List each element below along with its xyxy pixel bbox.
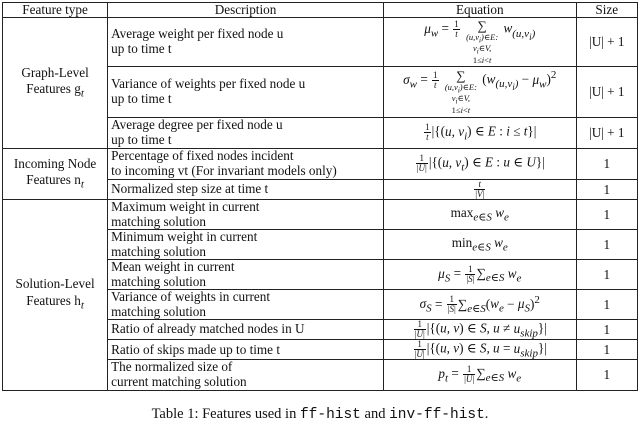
- desc-line: current matching solution: [111, 373, 247, 389]
- row-equation: $\sigma_S$ = $\frac{1}{|S|}$ $\sum_{e\in S}(w_e - \mu_S)^2$: [383, 290, 576, 320]
- desc-line: Minimum weight in current: [111, 229, 258, 245]
- row-description: [108, 340, 384, 360]
- row-size: 1: [576, 230, 637, 260]
- desc-line: Variance of weights per fixed node u: [111, 76, 306, 92]
- header-feature-type: Feature type: [3, 3, 108, 18]
- desc-line: Average weight per fixed node u: [111, 26, 284, 42]
- table-row: [3, 18, 638, 67]
- feature-table: [2, 2, 638, 391]
- desc-line: up to time t: [111, 41, 172, 56]
- desc-line: Ratio of already matched nodes in U: [111, 321, 305, 337]
- desc-line: Mean weight in current: [111, 259, 235, 275]
- row-equation: $\sigma_w$ = $\frac{1}{t}$ ∑ $(u,v_i)\in E$: $v_i\in V$, 1≤i<t $(w_{(u,v_i)} - \mu_w)^2$: [383, 67, 576, 118]
- desc-line: Ratio of skips made up to time t: [111, 341, 280, 357]
- group-label-line: Incoming Node: [13, 155, 97, 171]
- caption-code-ff-hist: ff-hist: [299, 407, 361, 423]
- row-equation: $\frac{1}{|U|}$ |{(u, v) ∈ S, $u \ne u_{skip}\}|$: [383, 320, 576, 340]
- desc-line: up to time t: [111, 91, 172, 106]
- header-size: Size: [576, 3, 637, 18]
- desc-line: Average degree per fixed node u: [111, 117, 283, 133]
- row-equation: $\mu_S$ = $\frac{1}{|S|}$ $\sum_{e\in S}$ $w_e$: [383, 260, 576, 290]
- group-solution-level: [3, 200, 108, 391]
- desc-line: matching solution: [111, 273, 206, 289]
- row-size: 1: [576, 340, 637, 360]
- desc-line: to incoming vt (For invariant models only): [111, 163, 337, 178]
- group-label-line: Features n: [26, 172, 81, 188]
- row-size: |U| + 1: [576, 67, 637, 118]
- group-label-line: Solution-Level: [15, 276, 95, 292]
- row-description: [108, 200, 384, 230]
- table-header-row: [3, 3, 638, 18]
- desc-line: matching solution: [111, 213, 206, 229]
- row-size: |U| + 1: [576, 118, 637, 149]
- group-incoming-node: [3, 149, 108, 200]
- row-description: [108, 260, 384, 290]
- desc-line: The normalized size of: [111, 359, 233, 375]
- row-equation: $\frac{1}{|U|}$ |{(u, $v_t$) ∈ E : u ∈ U}|: [383, 149, 576, 180]
- row-size: 1: [576, 360, 637, 390]
- header-equation: Equation: [383, 3, 576, 18]
- caption-prefix: Table 1: Features used in: [151, 406, 300, 422]
- row-description: [108, 360, 384, 390]
- row-description: [108, 18, 384, 67]
- row-description: [108, 118, 384, 149]
- row-equation: $\min_{e\in S} w_e$: [383, 230, 576, 260]
- row-equation: $p_t$ = $\frac{1}{|U|}$ $\sum_{e\in S}$ $w_e$: [383, 360, 576, 390]
- table-caption: [0, 407, 640, 423]
- row-size: 1: [576, 260, 637, 290]
- feature-table-container: [2, 2, 638, 391]
- group-symbol-sub: t: [80, 299, 84, 312]
- header-description: Description: [108, 3, 384, 18]
- row-equation: $\frac{t}{|V|}$: [383, 180, 576, 200]
- row-description: [108, 67, 384, 118]
- row-equation: $\mu_w$ = $\frac{1}{t}$ ∑ $(u,v_i)\in E$: $v_i\in V$, 1≤i<t $w_{(u,v_i)}$: [383, 18, 576, 67]
- group-symbol-sub: t: [80, 87, 84, 100]
- row-description: [108, 149, 384, 180]
- table-row: [3, 200, 638, 230]
- group-symbol-sub: t: [80, 178, 84, 191]
- caption-suffix: .: [484, 406, 489, 422]
- table-row: [3, 149, 638, 180]
- desc-line: matching solution: [111, 243, 206, 259]
- row-size: 1: [576, 149, 637, 180]
- row-description: [108, 290, 384, 320]
- group-label-line: Graph-Level: [21, 64, 89, 80]
- row-size: 1: [576, 200, 637, 230]
- desc-line: Variance of weights in current: [111, 289, 271, 305]
- row-equation: $\max_{e\in S} w_e$: [383, 200, 576, 230]
- row-description: [108, 230, 384, 260]
- row-equation: $\frac{1}{|U|}$ |{(u, v) ∈ S, $u = u_{skip}\}|$: [383, 340, 576, 360]
- desc-line: Normalized step size at time t: [111, 181, 269, 197]
- caption-code-inv-ff-hist: inv-ff-hist: [389, 407, 485, 423]
- group-label-line: Features g: [26, 81, 81, 97]
- caption-middle: and: [360, 406, 390, 422]
- row-size: 1: [576, 320, 637, 340]
- group-graph-level: [3, 18, 108, 149]
- desc-line: Percentage of fixed nodes incident: [111, 148, 294, 164]
- row-size: 1: [576, 290, 637, 320]
- row-size: |U| + 1: [576, 18, 637, 67]
- row-description: [108, 320, 384, 340]
- group-label-line: Features h: [26, 292, 81, 308]
- desc-line: matching solution: [111, 303, 206, 319]
- row-equation: $\frac{1}{t}$ |{(u, $v_i$) ∈ E : i ≤ t}|: [383, 118, 576, 149]
- desc-line: up to time t: [111, 132, 172, 147]
- row-description: [108, 180, 384, 200]
- desc-line: Maximum weight in current: [111, 199, 260, 214]
- row-size: 1: [576, 180, 637, 200]
